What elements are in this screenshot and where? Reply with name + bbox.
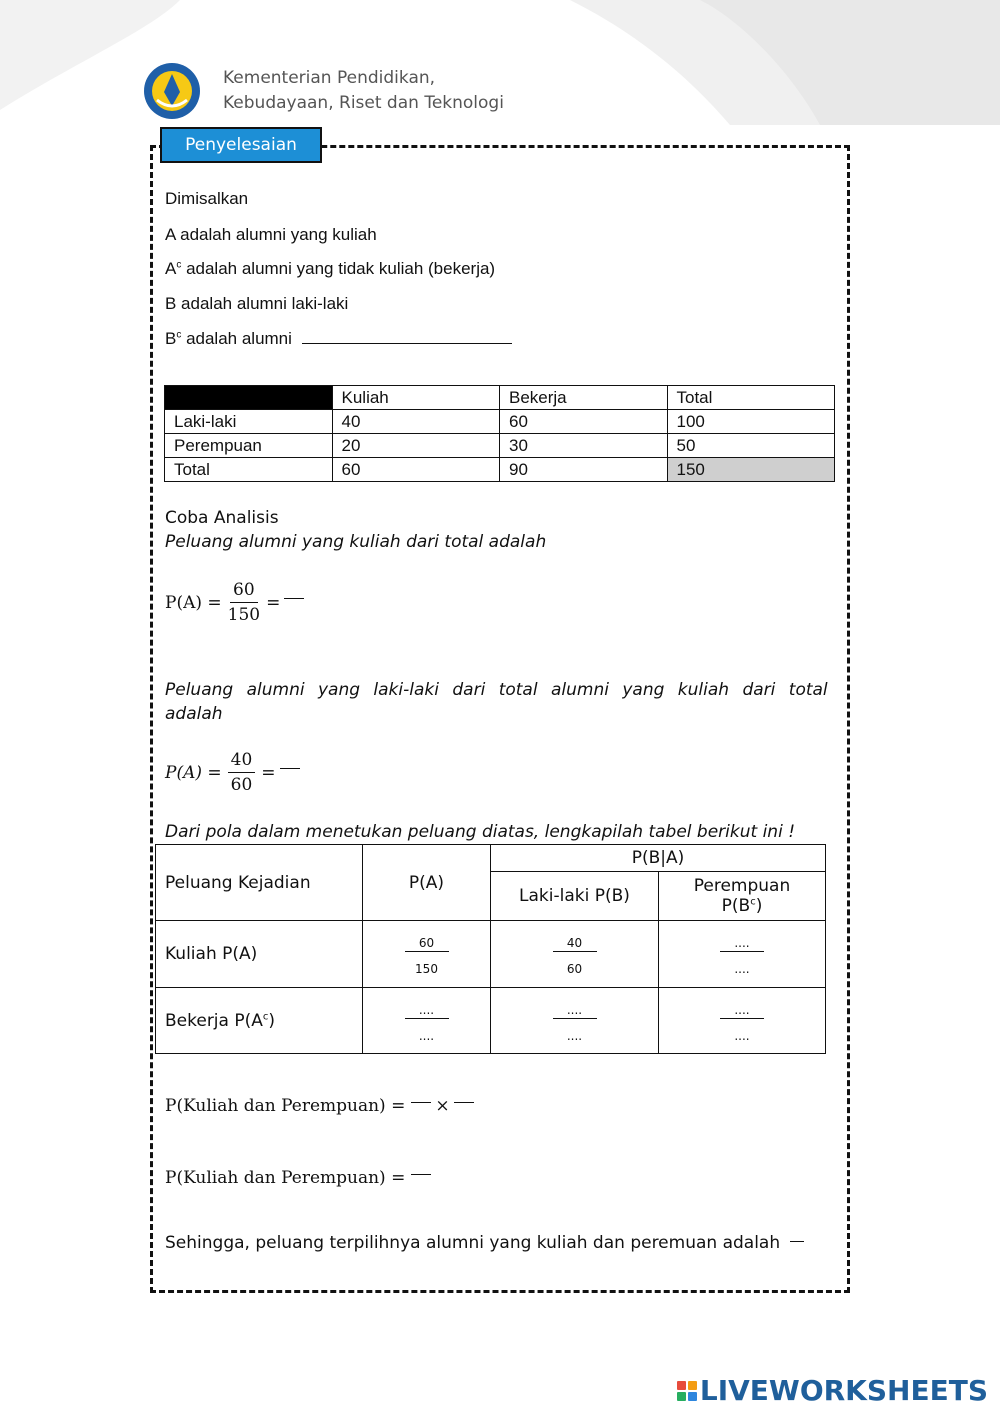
table-row [156,921,826,988]
defs-intro: Dimisalkan [165,189,249,208]
formula-pa-2 [165,750,304,795]
answer-denominator-input[interactable]: .... [734,1028,750,1043]
answer-numerator-input[interactable]: .... [553,1003,597,1019]
table-cell: Total [165,458,333,482]
cell-bekerja-pa[interactable] [363,988,491,1054]
fraction-denominator: 150 [415,962,438,976]
answer-denominator-input[interactable]: .... [566,1028,583,1043]
formula-joint-2 [165,1168,435,1188]
def-bc-prefix: B [165,329,177,348]
formula-pa-fraction [228,580,260,625]
formula-pa-lhs: P(A) = [165,592,222,613]
table-row [165,410,835,434]
table-row [165,434,835,458]
probability-table [155,844,826,1054]
table-row [156,988,826,1054]
formula-pa-2-fraction [228,750,256,795]
def-a: A adalah alumni yang kuliah [165,225,377,244]
cell-bekerja-male[interactable] [491,988,659,1054]
table-cell: 100 [667,410,835,434]
header-pa: P(A) [363,845,491,921]
ministry-name-line2: Kebudayaan, Riset dan Teknologi [223,93,504,113]
formula-pa-2-equals: = [261,762,276,783]
ministry-logo-icon [143,62,201,120]
cell-kuliah-female[interactable] [659,921,826,988]
cell-kuliah-pa [363,921,491,988]
conclusion-text: Sehingga, peluang terpilihnya alumni yang kuliah dan peremuan adalah [165,1233,781,1253]
fraction-denominator: 60 [230,775,253,795]
header-pba: P(B|A) [491,845,826,872]
conclusion [165,1233,808,1253]
header-female-sup: c [750,896,756,908]
formula-joint-2-blank[interactable] [411,1174,431,1175]
analysis-question-3: Dari pola dalam menetukan peluang diatas, lengkapilah tabel berikut ini ! [165,822,796,842]
analysis-title: Coba Analisis [165,508,279,528]
table-cell-grand-total: 150 [667,458,835,482]
fraction-denominator: 60 [566,962,583,976]
def-bc-sup: c [176,329,182,341]
row-label-bekerja-prefix: Bekerja P(A [165,1010,263,1031]
table-cell: 60 [332,458,500,482]
table-header-cell: Total [667,386,835,410]
def-bc [165,329,512,349]
formula-joint-1-blank-a[interactable] [411,1102,431,1103]
table-header-cell: Kuliah [332,386,500,410]
fraction-numerator: 60 [405,936,449,952]
table-header-row [156,845,826,872]
def-bc-rest: adalah alumni [181,329,292,348]
def-ac-prefix: A [165,259,177,278]
def-b: B adalah alumni laki-laki [165,294,349,313]
cell-kuliah-male [491,921,659,988]
formula-joint-1-blank-b[interactable] [454,1102,474,1103]
fraction-numerator: 40 [553,936,597,952]
fraction-numerator: 40 [228,750,256,773]
formula-pa-equals: = [266,592,281,613]
answer-numerator-input[interactable]: .... [720,1003,764,1019]
table-cell: 40 [332,410,500,434]
header-female-notation [659,896,825,916]
table-cell: 60 [500,410,668,434]
table-header-row [165,386,835,410]
def-ac-rest: adalah alumni yang tidak kuliah (bekerja) [181,259,496,278]
formula-joint-2-lhs: P(Kuliah dan Perempuan) = [165,1168,406,1188]
header-female-suffix: ) [755,896,763,916]
formula-pa-2-lhs: P(A) = [165,762,222,783]
def-ac-sup: c [176,259,182,271]
row-label-bekerja-sup: c [262,1010,269,1022]
table-cell: 30 [500,434,668,458]
conclusion-answer-blank[interactable] [790,1241,804,1242]
liveworksheets-logo [677,1374,988,1407]
answer-numerator-input[interactable]: .... [720,936,764,952]
alumni-table [164,385,835,482]
table-cell: 20 [332,434,500,458]
section-badge: Penyelesaian [160,127,322,163]
answer-numerator-input[interactable]: .... [405,1003,449,1019]
fraction-denominator: 150 [227,605,261,625]
def-ac [165,259,495,279]
def-bc-answer-blank[interactable] [302,332,512,344]
header-female-label: Perempuan [693,876,791,896]
table-row [165,458,835,482]
liveworksheets-icon [677,1381,697,1401]
ministry-name-line1: Kementerian Pendidikan, [223,68,436,88]
table-cell: 90 [500,458,668,482]
formula-joint-1 [165,1096,478,1116]
formula-joint-1-times: × [435,1096,450,1116]
row-label-bekerja-suffix: ) [268,1010,276,1031]
header-female-prefix: P(B [721,896,751,916]
table-cell: Perempuan [165,434,333,458]
cell-bekerja-female[interactable] [659,988,826,1054]
formula-joint-1-lhs: P(Kuliah dan Perempuan) = [165,1096,406,1116]
table-cell: Laki-laki [165,410,333,434]
fraction-numerator: 60 [230,580,258,603]
header-male: Laki-laki P(B) [491,872,659,921]
formula-pa-2-answer-blank[interactable] [280,768,300,769]
header-female [659,872,826,921]
formula-pa-answer-blank[interactable] [284,598,304,599]
row-label-bekerja [156,988,363,1054]
table-header-cell: Bekerja [500,386,668,410]
formula-pa [165,580,308,625]
table-cell: 50 [667,434,835,458]
header-event: Peluang Kejadian [156,845,363,921]
liveworksheets-brand: LIVEWORKSHEETS [699,1374,988,1407]
table-corner-cell [165,386,333,410]
row-label-kuliah: Kuliah P(A) [156,921,363,988]
analysis-question-2: Peluang alumni yang laki-laki dari total alumni yang kuliah dari total adalah [165,680,828,724]
answer-denominator-input[interactable]: .... [418,1028,435,1043]
analysis-question-1: Peluang alumni yang kuliah dari total adalah [165,532,547,552]
answer-denominator-input[interactable]: .... [734,962,750,976]
ministry-header [143,62,504,120]
